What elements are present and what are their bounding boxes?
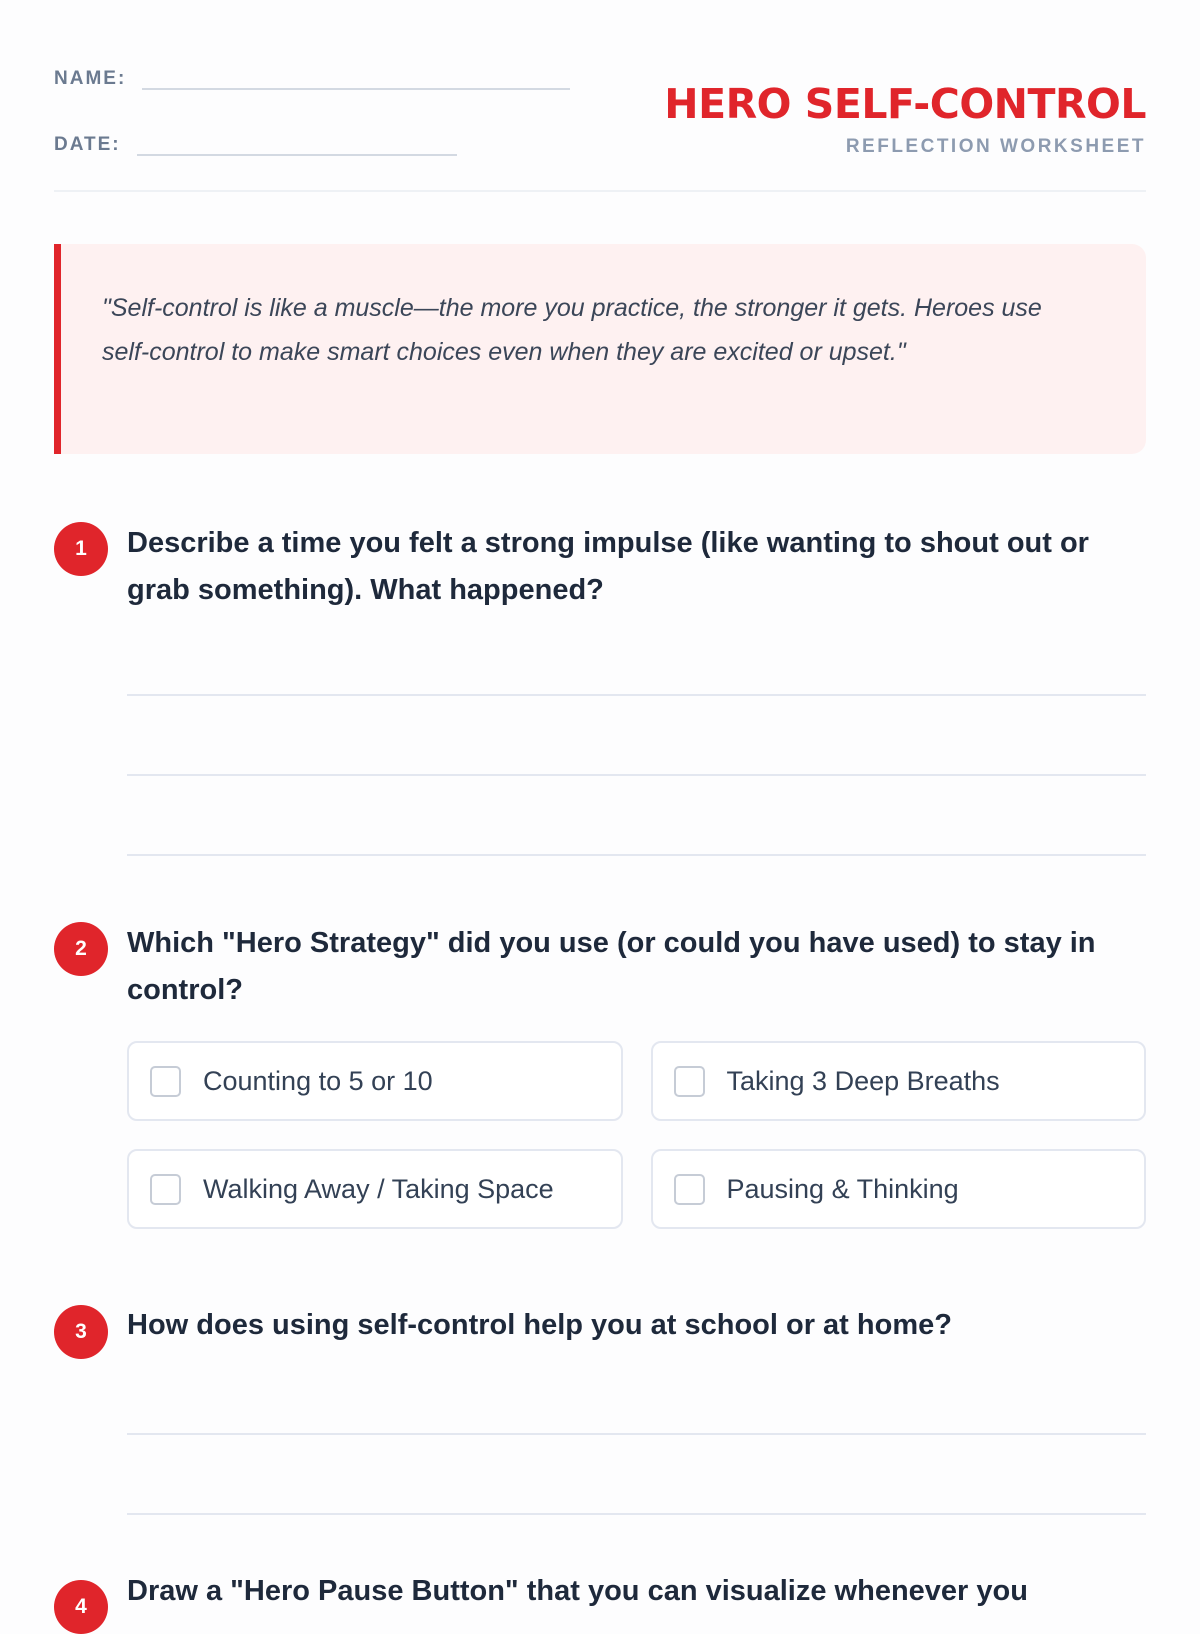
question-number-badge: 3 [54,1305,108,1359]
checkbox[interactable] [150,1174,181,1205]
strategy-option[interactable] [651,1041,1147,1121]
question-text: Draw a "Hero Pause Button" that you can visualize whenever you [127,1575,1028,1607]
name-field [54,58,570,90]
question-1 [54,520,1146,614]
quote-box [54,244,1146,454]
strategy-option[interactable] [651,1149,1147,1229]
question-text: Which "Hero Strategy" did you use (or could you have used) to stay in control? [127,927,1096,1006]
strategy-option[interactable] [127,1149,623,1229]
worksheet-header [54,0,1146,192]
checkbox[interactable] [150,1066,181,1097]
checkbox[interactable] [674,1066,705,1097]
answer-line[interactable] [127,1513,1146,1515]
answer-line[interactable] [127,774,1146,776]
answer-line[interactable] [127,854,1146,856]
option-label: Pausing & Thinking [726,1173,959,1204]
answer-line[interactable] [127,1433,1146,1435]
question-number-badge: 1 [54,522,108,576]
date-input-line[interactable] [137,124,457,156]
option-label: Counting to 5 or 10 [203,1065,433,1096]
worksheet-title: HERO SELF-CONTROL [664,80,1146,128]
date-label: DATE: [54,134,121,155]
date-field [54,124,457,156]
option-label: Walking Away / Taking Space [203,1173,554,1204]
title-block [664,80,1146,158]
question-number-badge: 4 [54,1580,108,1634]
answer-line[interactable] [127,694,1146,696]
checkbox[interactable] [674,1174,705,1205]
worksheet-subtitle: REFLECTION WORKSHEET [845,136,1146,157]
quote-text: "Self-control is like a muscle—the more you practice, the stronger it gets. Heroes use self-control to make smart choices even when they are excited or upset." [102,294,1042,366]
name-label: NAME: [54,68,127,89]
name-input-line[interactable] [142,58,570,90]
question-text: Describe a time you felt a strong impulse (like wanting to shout out or grab something). What happened? [127,527,1089,606]
question-number-badge: 2 [54,922,108,976]
question-text: How does using self-control help you at school or at home? [127,1309,952,1341]
question-4 [54,1568,1146,1618]
option-label: Taking 3 Deep Breaths [726,1065,1000,1096]
strategy-option[interactable] [127,1041,623,1121]
question-2 [54,920,1146,1204]
strategy-options [127,1041,1146,1229]
question-3 [54,1302,1146,1349]
